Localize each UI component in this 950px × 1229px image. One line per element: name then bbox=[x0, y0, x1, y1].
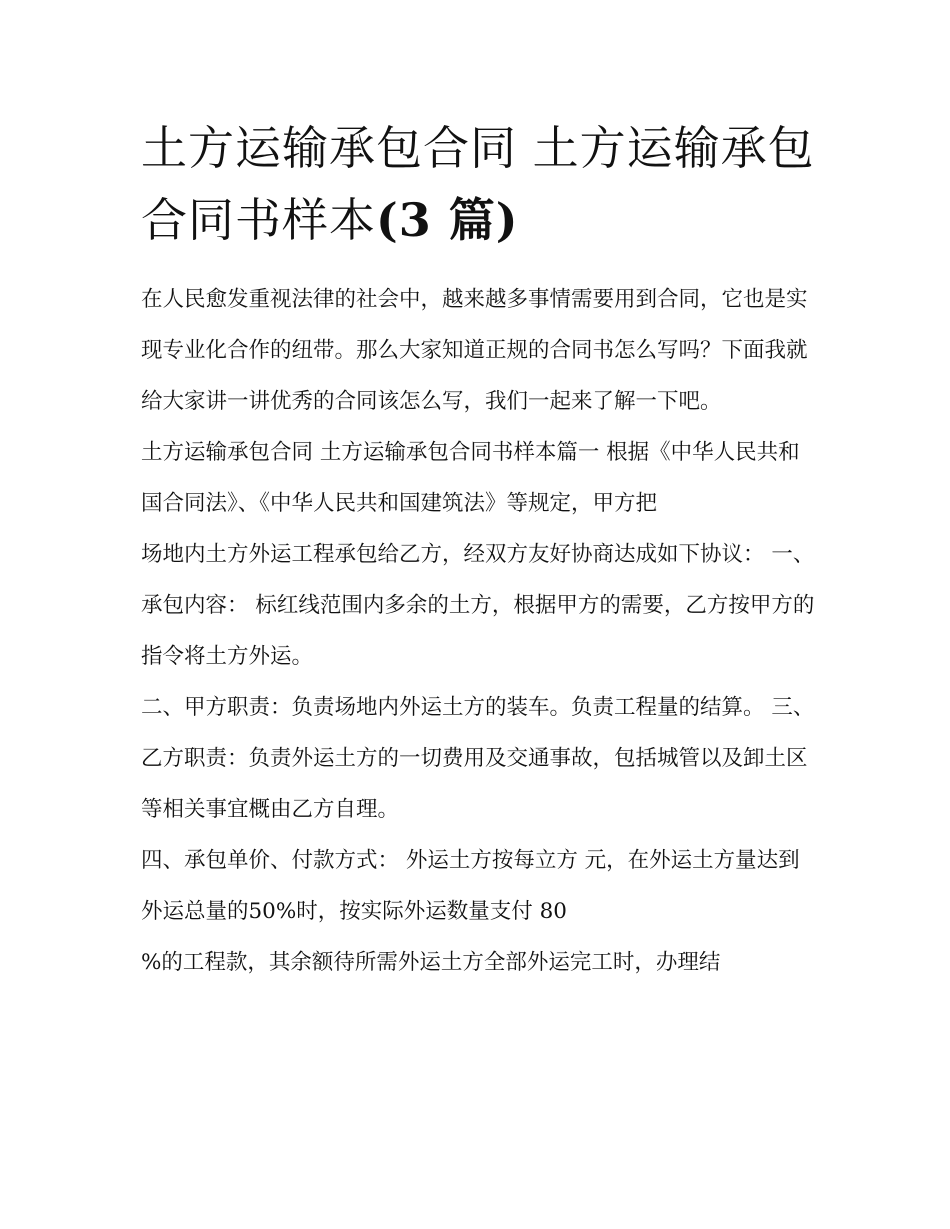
document-body bbox=[141, 112, 821, 988]
paragraph-intro: 在人民愈发重视法律的社会中，越来越多事情需要用到合同，它也是实现专业化合作的纽带。那么大家知道正规的合同书怎么写吗？下面我就给大家讲一讲优秀的合同该怎么写，我们一起来了解一下吧。 bbox=[141, 287, 808, 414]
title-count-text: (3 篇) bbox=[376, 193, 519, 247]
paragraph-scope: 场地内土方外运工程承包给乙方，经双方友好协商达成如下协议： 一、承包内容： 标红线范围内多余的土方，根据甲方的需要，乙方按甲方的指令将土方外运。 bbox=[141, 542, 815, 669]
document-title bbox=[141, 112, 821, 256]
paragraph-price-payment: 四、承包单价、付款方式： 外运土方按每立方 元，在外运土方量达到外运总量的50%时，按实际外运数量支付 80 bbox=[141, 848, 800, 924]
paragraph-settlement: %的工程款，其余额待所需外运土方全部外运完工时，办理结 bbox=[141, 950, 721, 975]
paragraph-contract-basis: 土方运输承包合同 土方运输承包合同书样本篇一 根据《中华人民共和国合同法》、《中华人民共和国建筑法》等规定，甲方把 bbox=[141, 440, 800, 516]
paragraph-duties: 二、甲方职责：负责场地内外运土方的装车。负责工程量的结算。 三、乙方职责：负责外运土方的一切费用及交通事故，包括城管以及卸土区等相关事宜概由乙方自理。 bbox=[141, 695, 815, 822]
title-main-text: 土方运输承包合同 土方运输承包合同书样本 bbox=[141, 121, 815, 247]
